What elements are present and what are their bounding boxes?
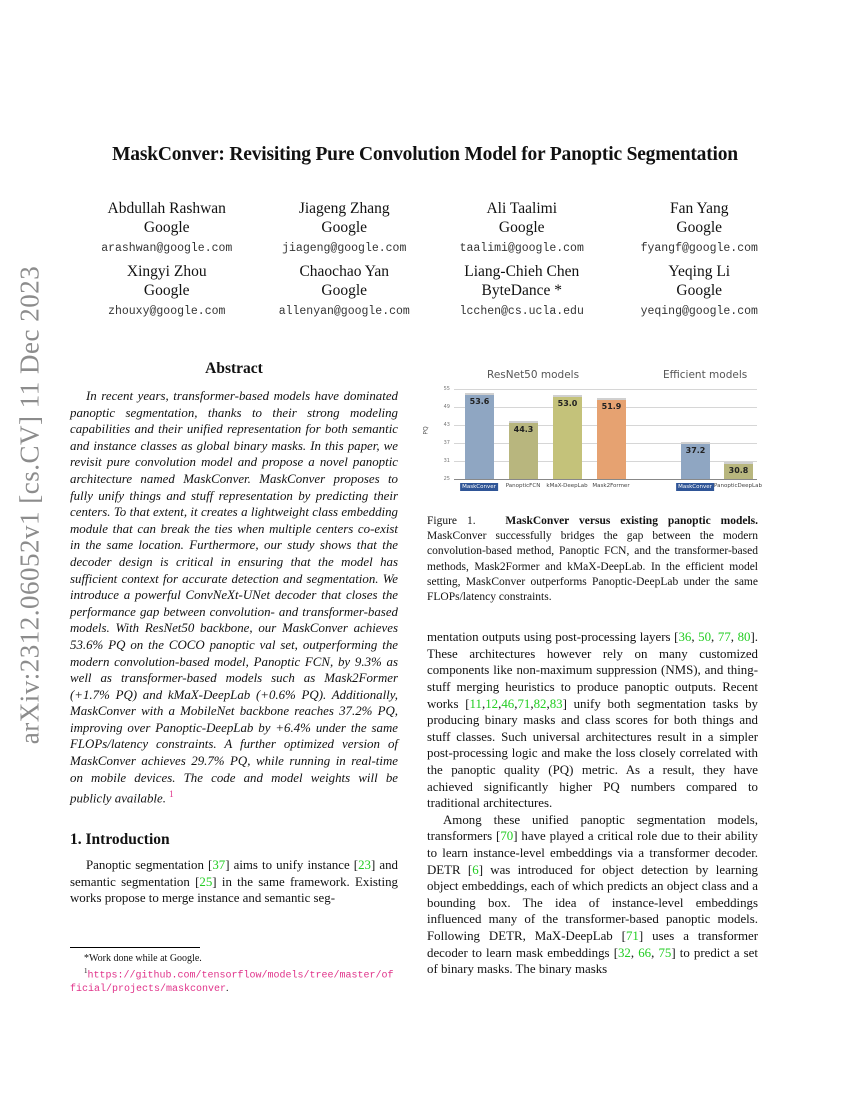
text-run: ] have played a critical role due to their ability to learn instance-level embeddings via a transformer decoder. DETR [ <box>427 829 758 877</box>
right-column <box>422 362 762 978</box>
citation-link[interactable]: 11 <box>469 696 482 711</box>
text-run: , <box>630 945 639 960</box>
chart-bar <box>681 442 710 479</box>
figure-caption-text: MaskConver successfully bridges the gap between the modern convolution-based method, Panoptic FCN, and the transformer-based methods, Mask2Former and kMaX-DeepLab. In the efficient model setting, MaskConver outperforms Panoptic-DeepLab under the same FLOPs/latency constraints. <box>427 530 758 604</box>
figure-caption <box>427 514 758 605</box>
chart-bar <box>597 398 626 479</box>
pq-bar-chart <box>422 362 762 492</box>
chart-y-tick: 43 <box>443 422 450 428</box>
author-email: yeqing@google.com <box>640 305 758 318</box>
author-block <box>433 199 611 256</box>
text-run: ] was introduced for object detection by learning object embeddings, each of which predicts an object class and a bounding box. The idea of instance-level embeddings influenced many of the transformer-based panoptic models. Following DETR, MaX-DeepLab [ <box>427 862 759 943</box>
abstract-body-text: In recent years, transformer-based models have dominated panoptic segmentation, thanks to their strong modeling capabilities and their unified representation for both semantic and instance classes as global binary masks. In this paper, we revisit pure convolution model and propose a novel panoptic architecture named MaskConver. MaskConver proposes to fully unify things and stuff representation by predicting their centers. To that extent, it creates a lightweight class embedding module that can break the ties when multiple centers co-exist in the same location. Furthermore, our study shows that the decoder design is critical in ensuring that the model has sufficient context for accurate detection and segmentation. We introduce a powerful ConvNeXt-UNet decoder that closes the performance gap between convolution- and transformer-based models. With ResNet50 backbone, our MaskConver achieves 53.6% PQ on the COCO panoptic val set, outperforming the modern convolution-based model, Panoptic FCN, by 9.3% as well as transformer-based models such as Mask2Former (+1.7% PQ) and kMaX-DeepLab (+0.6% PQ). Additionally, MaskConver with a MobileNet backbone reaches 37.2% PQ, improving over Panoptic-DeepLab by +6.4% under the same FLOPs/latency constraints. A further optimized version of MaskConver achieves 29.7% PQ, while running in real-time on mobile devices. The code and model weights will be publicly available. <box>70 389 398 806</box>
citation-link[interactable]: 82 <box>533 696 547 711</box>
chart-x-tick: PanopticDeepLab <box>714 483 762 489</box>
text-run: ] unify both segmentation tasks by producing binary masks and class scores for both things and stuff classes. Such universal architectures result in a simpler post-processing logic and make the loss closely correlated with the panoptic quality (PQ) metric. As a result, they have achieved significantly higher PQ numbers compared to traditional architectures. <box>427 696 758 811</box>
chart-bar-value: 51.9 <box>601 402 622 412</box>
author-block <box>256 262 434 319</box>
author-email: fyangf@google.com <box>640 242 758 255</box>
author-name: Ali Taalimi <box>486 200 558 217</box>
figure-label: Figure 1. <box>427 515 476 527</box>
chart-bar <box>465 393 494 479</box>
citation-link[interactable]: 32 <box>617 945 631 960</box>
chart-y-tick: 37 <box>443 440 450 446</box>
chart-plot-area <box>422 386 762 490</box>
text-run: , <box>498 696 502 711</box>
citation-link[interactable]: 23 <box>358 858 371 873</box>
chart-bar <box>553 395 582 479</box>
text-run: mentation outputs using post-processing layers [ <box>427 630 679 645</box>
author-name: Yeqing Li <box>668 263 731 280</box>
footnote-code-url <box>70 965 398 996</box>
author-affiliation: Google <box>321 219 368 236</box>
citation-link[interactable]: 46 <box>501 696 515 711</box>
citation-link[interactable]: 70 <box>500 829 514 844</box>
author-name: Jiageng Zhang <box>298 200 390 217</box>
citation-link[interactable]: 12 <box>485 696 499 711</box>
author-affiliation: Google <box>143 282 190 299</box>
chart-y-tick: 49 <box>443 404 450 410</box>
citation-link[interactable]: 36 <box>678 630 692 645</box>
author-affiliation: Google <box>321 282 368 299</box>
author-affiliation: Google <box>676 219 723 236</box>
author-email: lcchen@cs.ucla.edu <box>459 305 584 318</box>
text-run: , <box>711 630 718 645</box>
chart-y-tick: 55 <box>443 386 450 392</box>
right-column-text <box>427 629 758 977</box>
citation-link[interactable]: 71 <box>517 696 531 711</box>
citation-link[interactable]: 77 <box>717 630 731 645</box>
text-run: , <box>481 696 486 711</box>
author-affiliation: Google <box>498 219 545 236</box>
text-run: , <box>651 945 659 960</box>
footnote-link[interactable]: 1 <box>169 789 174 800</box>
author-block <box>611 199 789 256</box>
author-affiliation: ByteDance * <box>481 282 562 299</box>
chart-x-tick: MaskConver <box>462 484 496 490</box>
chart-x-tick: Mask2Former <box>592 483 630 489</box>
author-email: zhouxy@google.com <box>108 305 226 318</box>
footnote-rule <box>70 947 200 948</box>
chart-bar <box>509 421 538 479</box>
citation-link[interactable]: 25 <box>199 874 213 889</box>
text-run: Panoptic segmentation [ <box>86 858 213 873</box>
citation-link[interactable]: 6 <box>472 862 479 877</box>
chart-group-title-efficient: Efficient models <box>663 369 748 381</box>
text-run: . <box>226 983 229 995</box>
abstract-text <box>70 388 398 807</box>
chart-bar <box>724 462 753 479</box>
author-block <box>256 199 434 256</box>
citation-link[interactable]: 71 <box>625 928 639 943</box>
chart-y-tick: 25 <box>443 476 450 482</box>
author-email: arashwan@google.com <box>101 242 233 255</box>
author-list <box>78 199 788 319</box>
citation-link[interactable]: 37 <box>212 858 226 873</box>
author-affiliation: Google <box>143 219 190 236</box>
author-row <box>78 199 788 256</box>
author-block <box>78 199 256 256</box>
author-email: allenyan@google.com <box>278 305 410 318</box>
text-run: ] in the same framework. Existing works propose to merge instance and semantic seg- <box>70 874 398 906</box>
chart-bar-value: 37.2 <box>685 446 706 456</box>
chart-x-tick: PanopticFCN <box>505 483 541 489</box>
text-run: , <box>514 696 518 711</box>
text-run: ] and semantic segmentation [ <box>70 858 398 889</box>
text-run: , <box>691 630 699 645</box>
abstract-heading: Abstract <box>205 360 263 377</box>
chart-bar-value: 44.3 <box>513 425 534 435</box>
author-name: Liang-Chieh Chen <box>464 263 580 280</box>
intro-paragraph <box>70 857 398 907</box>
author-email: taalimi@google.com <box>459 242 584 255</box>
author-block <box>78 262 256 319</box>
author-block <box>611 262 789 319</box>
citation-link[interactable]: 66 <box>638 945 652 960</box>
body-paragraph <box>427 629 758 812</box>
chart-y-axis-label: PQ <box>422 426 430 435</box>
body-paragraph <box>427 812 758 978</box>
chart-group-title-resnet50: ResNet50 models <box>487 369 580 381</box>
text-run: ] aims to unify instance [ <box>225 858 359 873</box>
chart-gridline <box>454 479 757 480</box>
section-heading-introduction: 1. Introduction <box>70 831 170 849</box>
text-run: , <box>530 696 534 711</box>
footnote-affiliation: *Work done while at Google. <box>84 953 202 964</box>
footnotes <box>70 947 398 996</box>
chart-gridline <box>454 389 757 390</box>
author-name: Chaochao Yan <box>299 263 390 280</box>
author-name: Xingyi Zhou <box>126 263 207 280</box>
arxiv-identifier-stamp <box>10 265 50 745</box>
author-block <box>433 262 611 319</box>
text-run: ] to predict a set of binary masks. The binary masks <box>427 945 758 977</box>
chart-bar-value: 53.0 <box>557 399 578 408</box>
left-column <box>70 360 398 907</box>
code-url-link[interactable]: https://github.com/tensorflow/models/tree/master/official/projects/maskconver <box>70 970 394 996</box>
citation-link[interactable]: 83 <box>549 696 563 711</box>
chart-x-tick: kMaX-DeepLab <box>546 483 588 489</box>
text-run: ] uses a transformer decoder to learn mask embeddings [ <box>427 928 758 960</box>
author-name: Abdullah Rashwan <box>107 200 226 217</box>
text-run: , <box>546 696 550 711</box>
paper-title: MaskConver: Revisiting Pure Convolution Model for Panoptic Segmentation <box>112 144 738 165</box>
text-run: , <box>730 630 738 645</box>
citation-link[interactable]: 80 <box>737 630 751 645</box>
chart-y-tick: 31 <box>443 458 450 464</box>
figure-caption-title: MaskConver versus existing panoptic models. <box>505 515 759 527</box>
citation-link[interactable]: 50 <box>698 630 712 645</box>
author-affiliation: Google <box>676 282 723 299</box>
text-run: Among these unified panoptic segmentation models, transformers [ <box>427 812 758 844</box>
author-row <box>78 262 788 319</box>
author-name: Fan Yang <box>669 200 729 217</box>
footnote-mark: 1 <box>84 967 88 975</box>
arxiv-identifier-text: arXiv:2312.06052v1 [cs.CV] 11 Dec 2023 <box>14 265 45 745</box>
chart-bar-value: 30.8 <box>728 465 749 475</box>
citation-link[interactable]: 75 <box>658 945 672 960</box>
text-run: ]. These architectures however rely on many customized components like non-maximum suppression (NMS), and thing-stuff merging heuristics to produce panoptic outputs. Recent works [ <box>427 630 758 711</box>
chart-x-tick: MaskConver <box>678 484 712 490</box>
author-email: jiageng@google.com <box>282 242 407 255</box>
chart-bar-value: 53.6 <box>469 397 490 407</box>
